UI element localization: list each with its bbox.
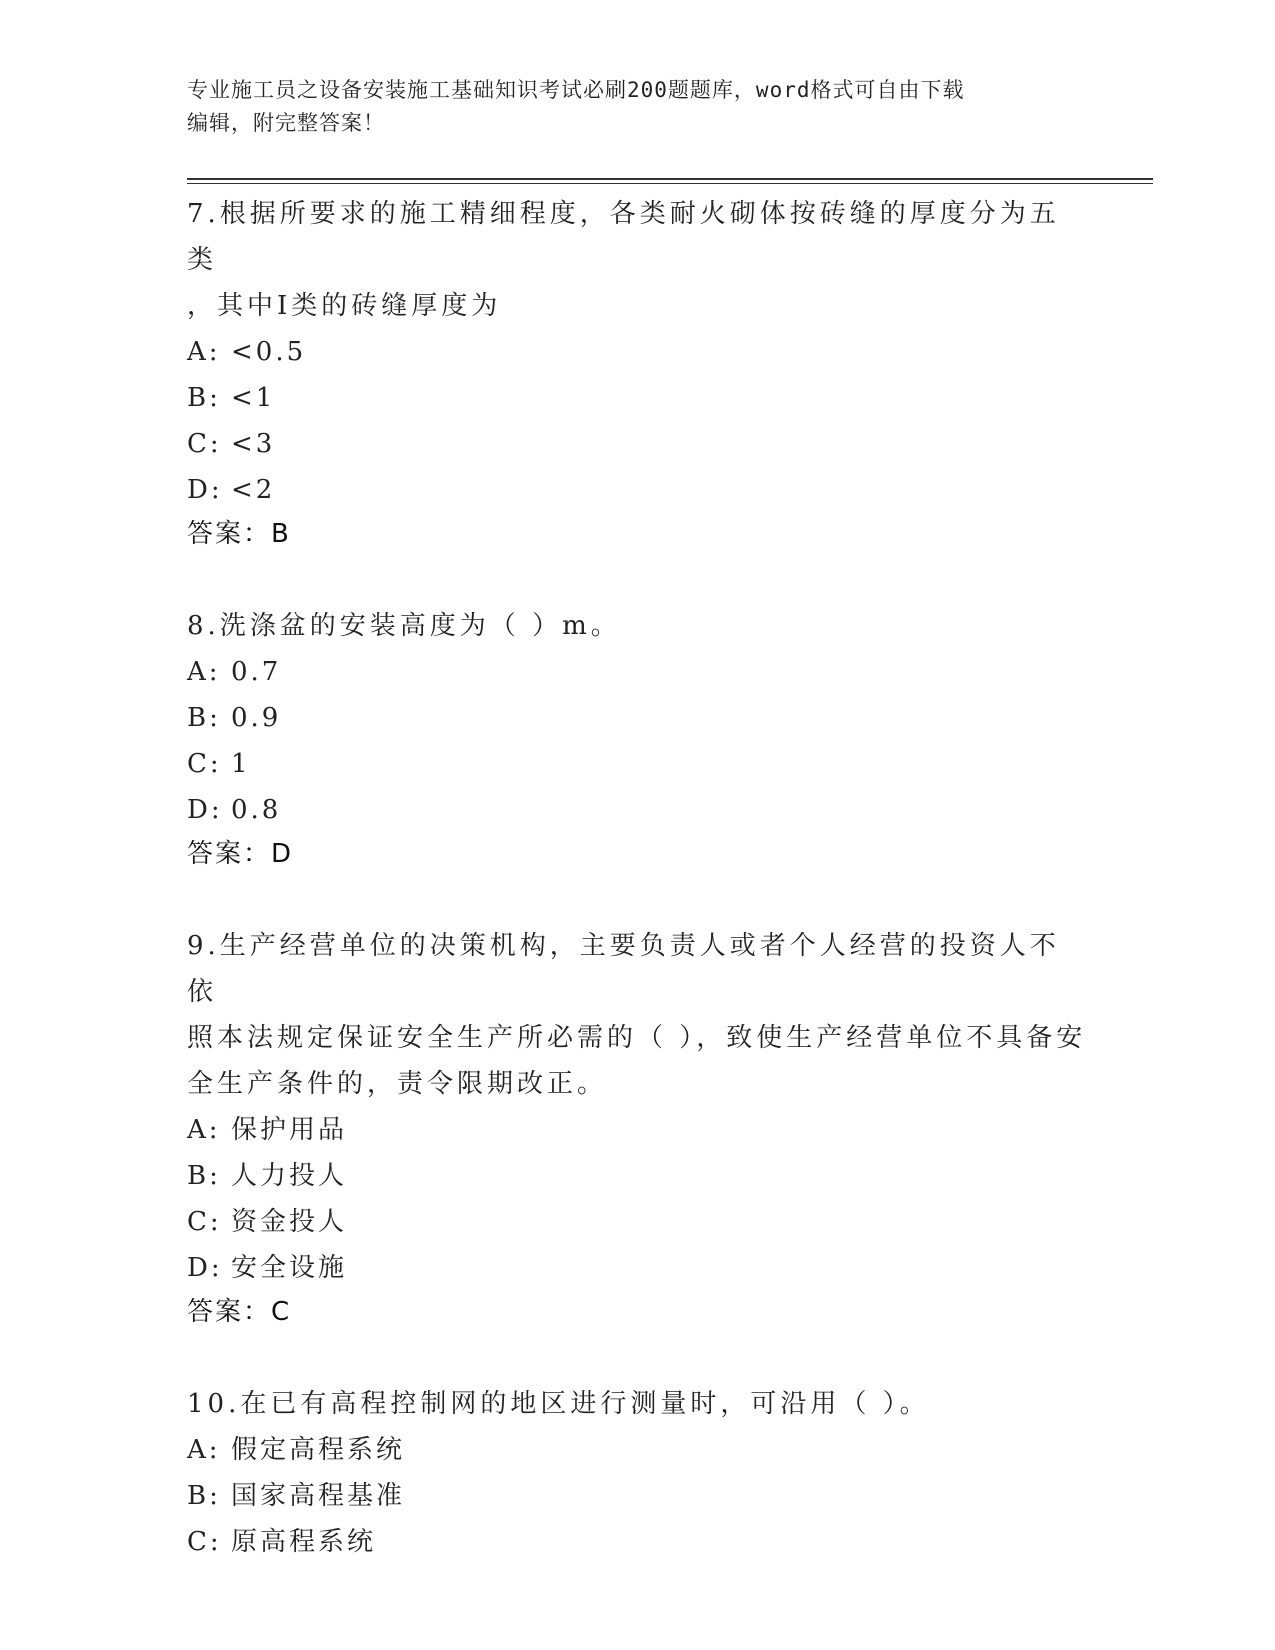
option-text: 国家高程基准 (231, 1481, 406, 1511)
option-text: 0.7 (231, 657, 282, 687)
header-divider-thick (187, 178, 1153, 180)
question-text: 8.洗涤盆的安装高度为（ ）m。 (187, 611, 621, 641)
question-text: ，其中Ⅰ类的砖缝厚度为 (187, 291, 502, 321)
question-text: 照本法规定保证安全生产所必需的（ ），致使生产经营单位不具备安 (187, 1023, 1087, 1053)
option-a (187, 329, 1087, 375)
option-c (187, 421, 1087, 467)
option-text: 人力投人 (231, 1161, 348, 1191)
option-c (187, 1199, 1087, 1245)
option-c (187, 741, 1087, 787)
header-line-1: 专业施工员之设备安装施工基础知识考试必刷200题题库，word格式可自由下载 (187, 78, 965, 102)
option-text: 0.9 (231, 703, 282, 733)
option-letter: D: (187, 1253, 223, 1283)
option-letter: B: (187, 1161, 221, 1191)
option-d (187, 1245, 1087, 1291)
option-letter: A: (187, 337, 221, 367)
option-text: 保护用品 (231, 1115, 348, 1145)
option-b (187, 1153, 1087, 1199)
option-b (187, 1473, 1087, 1519)
option-d (187, 787, 1087, 833)
option-text: 假定高程系统 (231, 1435, 406, 1465)
option-a (187, 649, 1087, 695)
question-text: 10.在已有高程控制网的地区进行测量时，可沿用（ ）。 (187, 1389, 930, 1419)
question-text: 全生产条件的，责令限期改正。 (187, 1069, 608, 1099)
option-letter: A: (187, 657, 221, 687)
option-letter: B: (187, 703, 221, 733)
option-text: 0.8 (231, 795, 282, 825)
header-line-2: 编辑，附完整答案！ (187, 111, 385, 135)
option-b (187, 695, 1087, 741)
option-letter: A: (187, 1435, 221, 1465)
question-8 (187, 603, 1087, 875)
option-text: <0.5 (231, 337, 307, 367)
question-list (187, 191, 1087, 1565)
option-b (187, 375, 1087, 421)
question-9 (187, 923, 1087, 1333)
option-text: <2 (231, 475, 276, 505)
question-spacer (187, 555, 1087, 603)
option-letter: B: (187, 1481, 221, 1511)
option-letter: D: (187, 795, 223, 825)
answer-label: 答案：C (187, 1297, 292, 1327)
question-7 (187, 191, 1087, 555)
question-text: 7.根据所要求的施工精细程度，各类耐火砌体按砖缝的厚度分为五类 (187, 199, 1060, 275)
option-text: <1 (231, 383, 276, 413)
question-spacer (187, 875, 1087, 923)
question-text: 9.生产经营单位的决策机构，主要负责人或者个人经营的投资人不依 (187, 931, 1060, 1007)
option-letter: C: (187, 749, 222, 779)
option-letter: C: (187, 1207, 222, 1237)
option-letter: D: (187, 475, 223, 505)
option-a (187, 1107, 1087, 1153)
option-text: 原高程系统 (231, 1527, 377, 1557)
answer-label: 答案：B (187, 519, 291, 549)
option-text: 安全设施 (231, 1253, 348, 1283)
option-d (187, 467, 1087, 513)
question-10 (187, 1381, 1087, 1565)
option-text: 资金投人 (231, 1207, 348, 1237)
option-letter: C: (187, 429, 222, 459)
option-letter: A: (187, 1115, 221, 1145)
answer-label: 答案：D (187, 839, 294, 869)
option-text: <3 (231, 429, 276, 459)
option-letter: C: (187, 1527, 222, 1557)
option-c (187, 1519, 1087, 1565)
document-header (187, 74, 1067, 140)
header-divider-thin (187, 183, 1153, 184)
question-spacer (187, 1333, 1087, 1381)
option-letter: B: (187, 383, 221, 413)
option-a (187, 1427, 1087, 1473)
option-text: 1 (231, 749, 251, 779)
